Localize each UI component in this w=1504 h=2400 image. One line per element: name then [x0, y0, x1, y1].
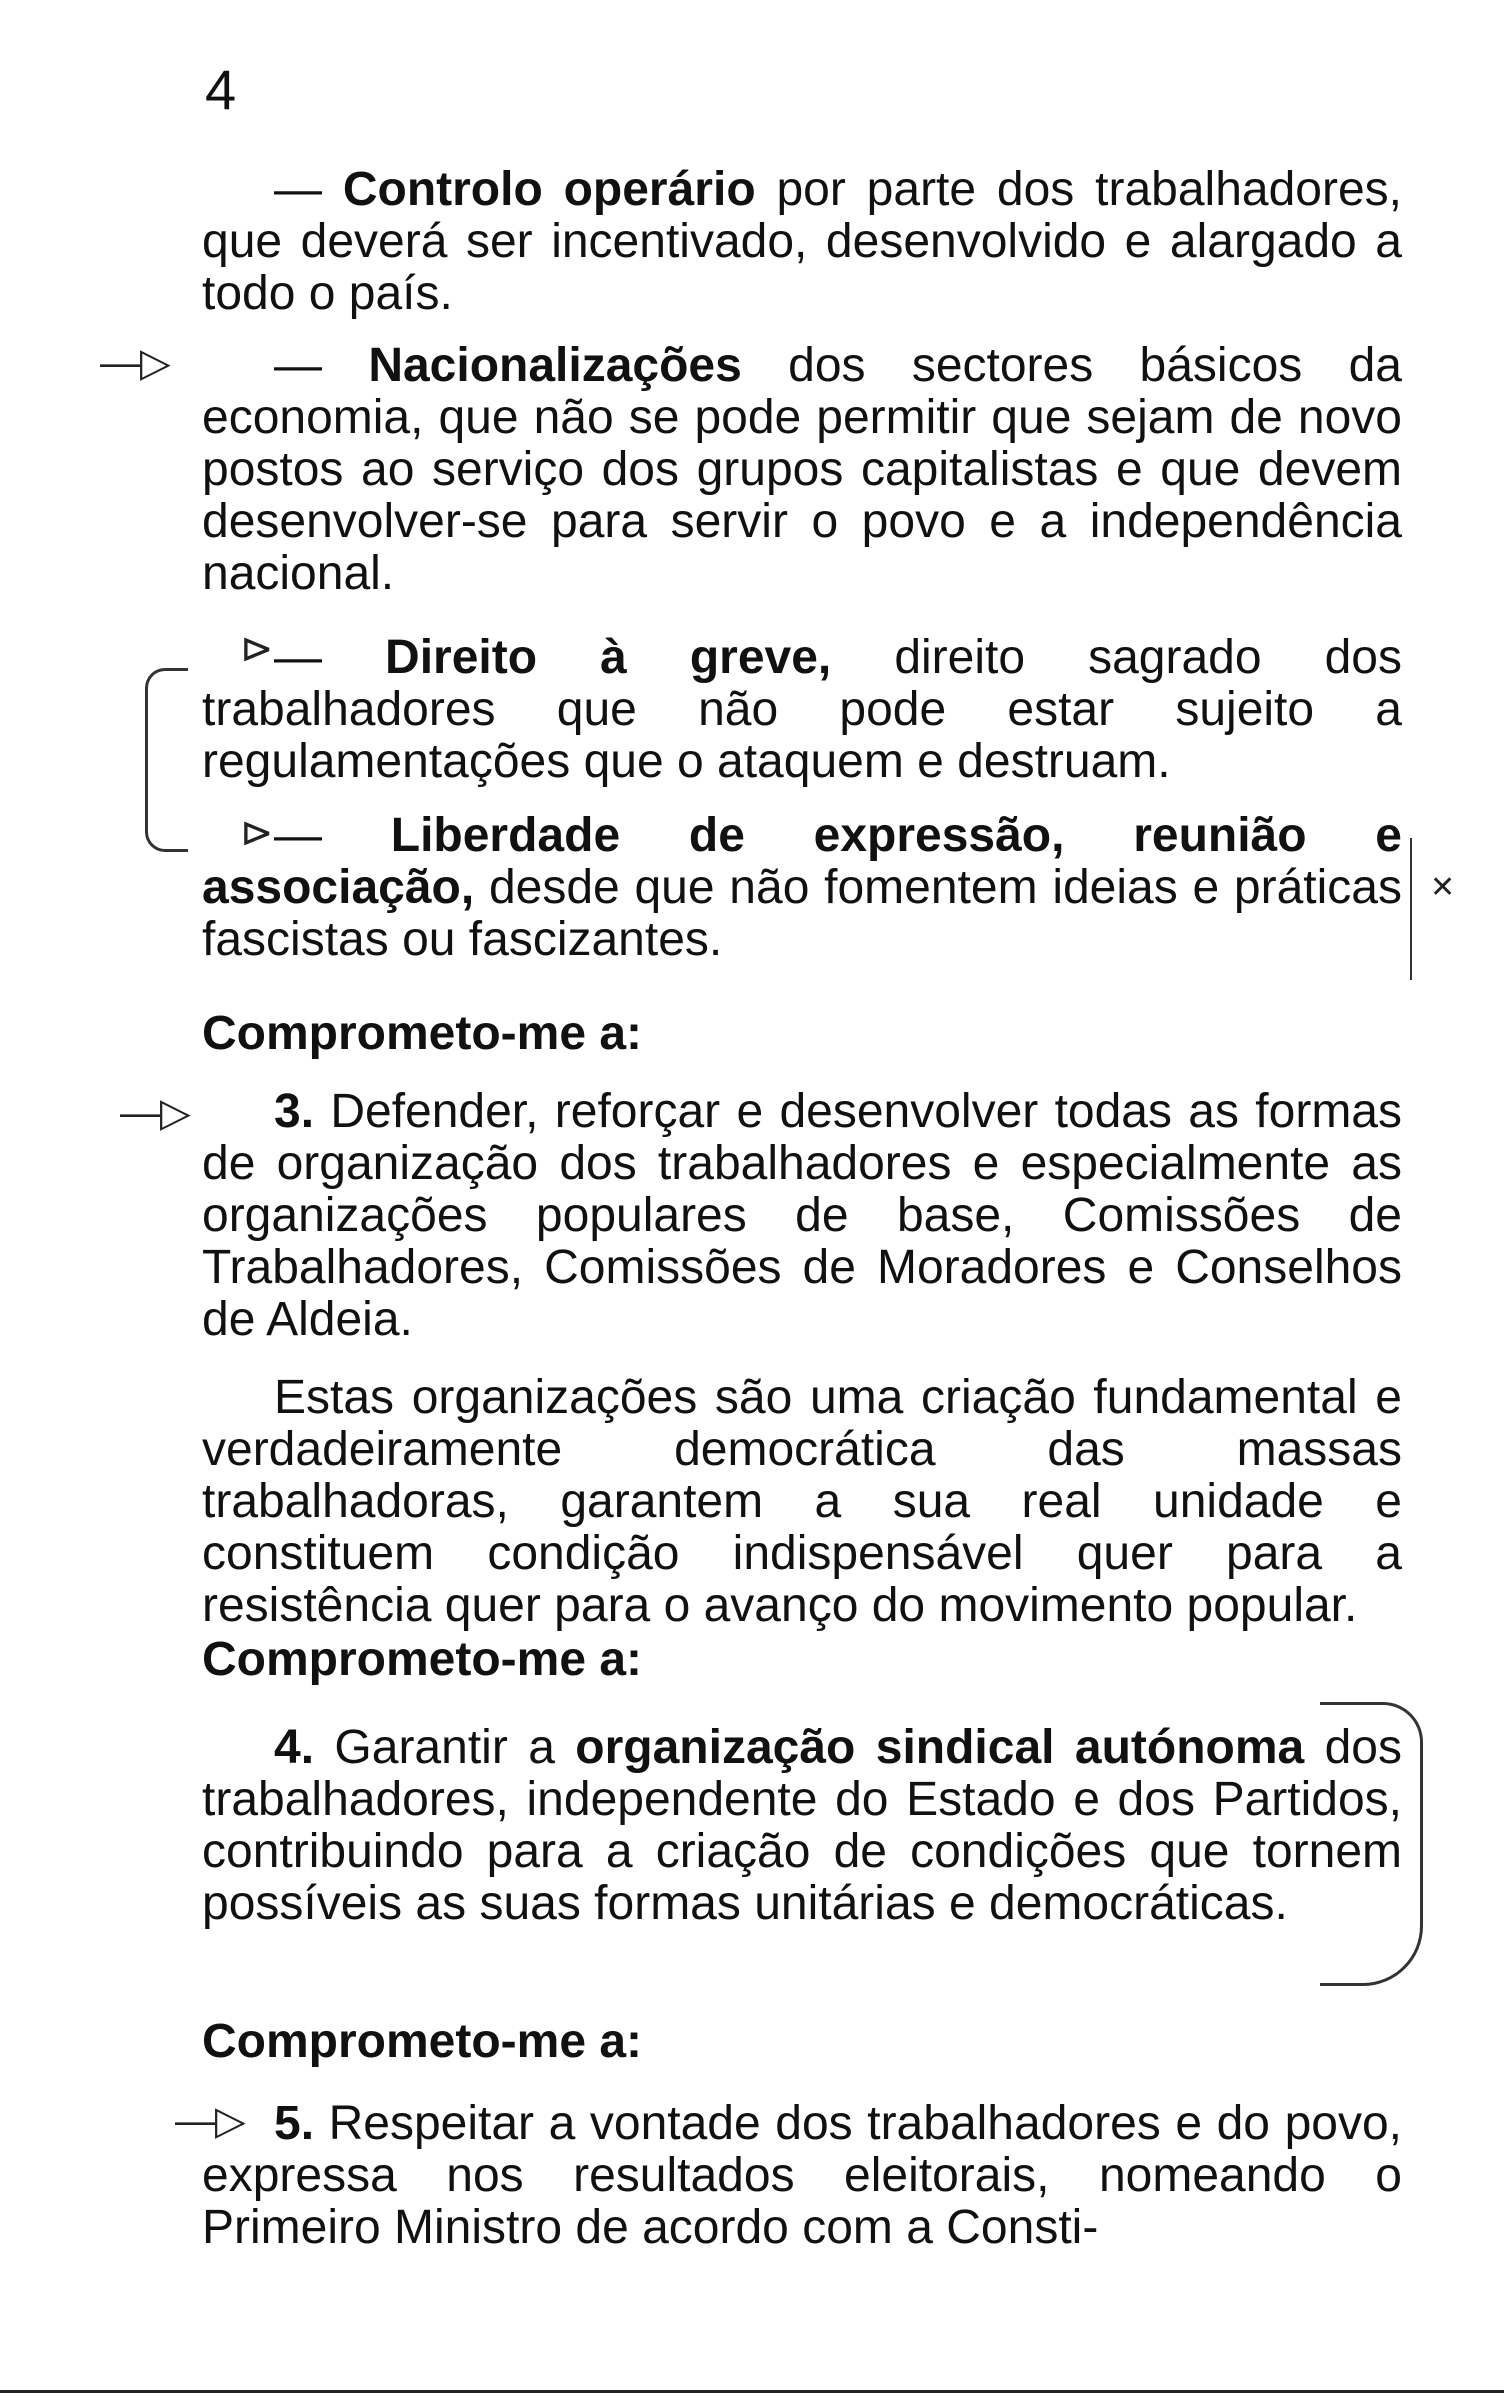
margin-bracket: [145, 668, 188, 852]
point-text: Garantir a: [314, 1721, 576, 1774]
item-text: direito sagrado dos trabalhadores que não pode estar sujeito a regulamentações que o ataquem e destruam.: [202, 631, 1402, 788]
point-3: [202, 1086, 1402, 1346]
commit-heading: Comprometo-me a:: [202, 2015, 643, 2068]
item-controlo-operario: [202, 164, 1402, 320]
item-dash: —: [274, 631, 386, 684]
item-bold: Liberdade de expressão, reunião e associação,: [202, 809, 1402, 914]
item-text: dos sectores básicos da economia, que não se pode permitir que sejam de novo postos ao serviço dos grupos capitalistas e que devem desenvolver-se para servir o povo e a independência nacional.: [202, 339, 1402, 600]
margin-bracket: [1320, 1702, 1423, 1986]
item-bold: Controlo operário: [342, 163, 756, 216]
paragraph-organizations: Estas organizações são uma criação fundamental e verdadeiramente democrática das massas trabalhadoras, garantem a sua real unidade e constituem condição indispensável quer para a resistência quer para o avanço do movimento popular.: [202, 1371, 1402, 1632]
item-nacionalizacoes: [202, 340, 1402, 600]
arrow-icon: —▷: [100, 341, 171, 385]
commit-heading: Comprometo-me a:: [202, 1633, 643, 1686]
arrow-icon: ⊳: [240, 811, 274, 855]
point-number: 5.: [274, 2097, 315, 2150]
cross-icon: ✕: [1430, 871, 1456, 904]
arrow-icon: —▷: [120, 1091, 191, 1135]
item-text: desde que não fomentem ideias e práticas fascistas ou fascizantes.: [202, 861, 1402, 966]
page-bottom-rule: [0, 2390, 1504, 2393]
point-text: Respeitar a vontade dos trabalhadores e do povo, expressa nos resultados eleitorais, nomeando o Primeiro Ministro de acordo com a Consti-: [202, 2097, 1402, 2254]
point-number: 4.: [274, 1721, 315, 1774]
point-text: Defender, reforçar e desenvolver todas as formas de organização dos trabalhadores e especialmente as organizações populares de base, Comissões de Trabalhadores, Comissões de Moradores e Conselhos de Aldeia.: [202, 1085, 1402, 1346]
point-4: [202, 1722, 1402, 1930]
point-text: dos trabalhadores, independente do Estado e dos Partidos, contribuindo para a criação de condições que tornem possíveis as suas formas unitárias e democráticas.: [202, 1721, 1402, 1930]
item-direito-greve: [202, 632, 1402, 788]
point-5: [202, 2098, 1402, 2254]
arrow-icon: —▷: [175, 2099, 246, 2143]
item-dash: —: [274, 339, 369, 392]
margin-line: [1410, 838, 1412, 980]
item-liberdade: [202, 810, 1402, 966]
point-number: 3.: [274, 1085, 315, 1138]
commit-heading: Comprometo-me a:: [202, 1007, 643, 1060]
item-dash: —: [274, 163, 343, 216]
item-dash: —: [274, 809, 391, 862]
item-bold: Direito à greve,: [385, 631, 832, 684]
arrow-icon: ⊳: [240, 627, 274, 671]
item-text: por parte dos trabalhadores, que deverá ser incentivado, desenvolvido e alargado a todo o país.: [202, 163, 1402, 320]
point-bold: organização sindical autónoma: [575, 1721, 1305, 1774]
page-number: 4: [205, 58, 237, 121]
item-bold: Nacionalizações: [368, 339, 742, 392]
